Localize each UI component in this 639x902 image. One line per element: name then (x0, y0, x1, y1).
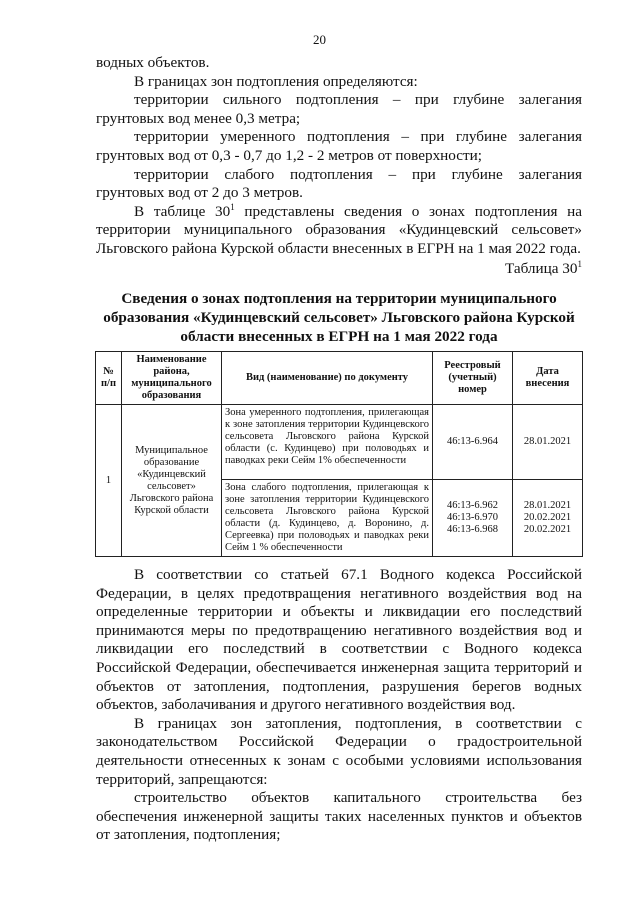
date-cell (513, 480, 583, 557)
row-number-cell: 1 (96, 405, 122, 557)
page-number: 20 (313, 32, 326, 47)
entry-date: 28.01.2021 (523, 500, 572, 511)
superscript: 1 (577, 258, 582, 269)
paragraph: территории слабого подтопления – при глубине залегания грунтовых вод от 2 до 3 метров. (96, 165, 582, 202)
entry-date: 20.02.2021 (523, 524, 572, 535)
table-label (505, 260, 582, 278)
paragraph: территории сильного подтопления – при глубине залегания грунтовых вод менее 0,3 метра; (96, 91, 582, 127)
paragraph: территории умеренного подтопления – при глубине залегания грунтовых вод от 0,3 - 0,7 до 1,2 - 2 метров от поверхности; (96, 128, 582, 164)
intro-text: В таблице 30 (134, 202, 231, 220)
top-text-block (96, 54, 582, 259)
paragraph: В соответствии со статьей 67.1 Водного кодекса Российской Федерации, в целях предотвращения негативного воздействия вод на определенные территории и объекты и ликвидации его последствий принимаются меры по предотвращению негативного воздействия вод и ликвидации его последствий в соответствии с Водного кодекса Российской Федерации, обеспечивается инженерная защита территорий и объектов от затопления, подтопления, разрушения берегов водных объектов, заболачивания и другого негативного воздействия вод. (96, 566, 582, 714)
municipality-cell: Муниципальное образование «Кудинцевский сельсовет» Льговского района Курской области (122, 405, 222, 557)
table-header-row (96, 352, 583, 405)
entry-date: 28.01.2021 (523, 436, 572, 447)
bottom-text-block (96, 566, 582, 845)
registry-number: 46:13-6.962 (446, 500, 499, 511)
paragraph: строительство объектов капитального строительства без обеспечения инженерной защиты таких населенных пунктов и объектов от затопления, подтопления; (96, 789, 582, 844)
registry-number: 46:13-6.964 (446, 436, 499, 447)
table-row (96, 405, 583, 480)
header-cell: Наименование района, муниципального образования (122, 352, 222, 405)
flood-zones-table (95, 351, 583, 557)
header-cell: № п/п (96, 352, 122, 405)
paragraph: В границах зон затопления, подтопления, в соответствии с законодательством Российской Федерации о градостроительной деятельности отнесенных к зонам с особыми условиями использования территорий, запрещаются: (96, 714, 582, 788)
intro-paragraph (96, 203, 582, 259)
header-cell: Вид (наименование) по документу (222, 352, 433, 405)
table-title: Сведения о зонах подтопления на территории муниципального образования «Кудинцевский сельсовет» Льговского района Курской области внесенных в ЕГРН на 1 мая 2022 года (103, 290, 575, 345)
zone-kind-cell: Зона умеренного подтопления, прилегающая к зоне затопления территории Кудинцевского сельсовета Льговского района Курской области (с. Кудинцево) при половодьях и паводках реки Сейм 1% обеспеченности (222, 405, 433, 480)
registry-number: 46:13-6.970 (446, 512, 499, 523)
paragraph: водных объектов. (96, 54, 210, 71)
header-cell: Реестровый (учетный) номер (433, 352, 513, 405)
registry-number-cell (433, 480, 513, 557)
header-cell: Дата внесения (513, 352, 583, 405)
paragraph: В границах зон подтопления определяются: (134, 72, 418, 90)
registry-number: 46:13-6.968 (446, 524, 499, 535)
entry-date: 20.02.2021 (523, 512, 572, 523)
date-cell (513, 405, 583, 480)
superscript: 1 (230, 201, 235, 212)
intro-text: представлены сведения о зонах подтопления на территории муниципального образования «Кудинцевский сельсовет» Льговского района Курской области внесенных в ЕГРН на 1 мая 2022 года. (96, 202, 582, 257)
zone-kind-cell: Зона слабого подтопления, прилегающая к зоне затопления территории Кудинцевского сельсовета Льговского района Курской области (д. Кудинцево, д. Воронино, д. Сергеевка) при половодьях и паводках реки Сейм 1 % обеспеченности (222, 480, 433, 557)
table-label-text: Таблица 30 (504, 260, 578, 277)
registry-number-cell (433, 405, 513, 480)
